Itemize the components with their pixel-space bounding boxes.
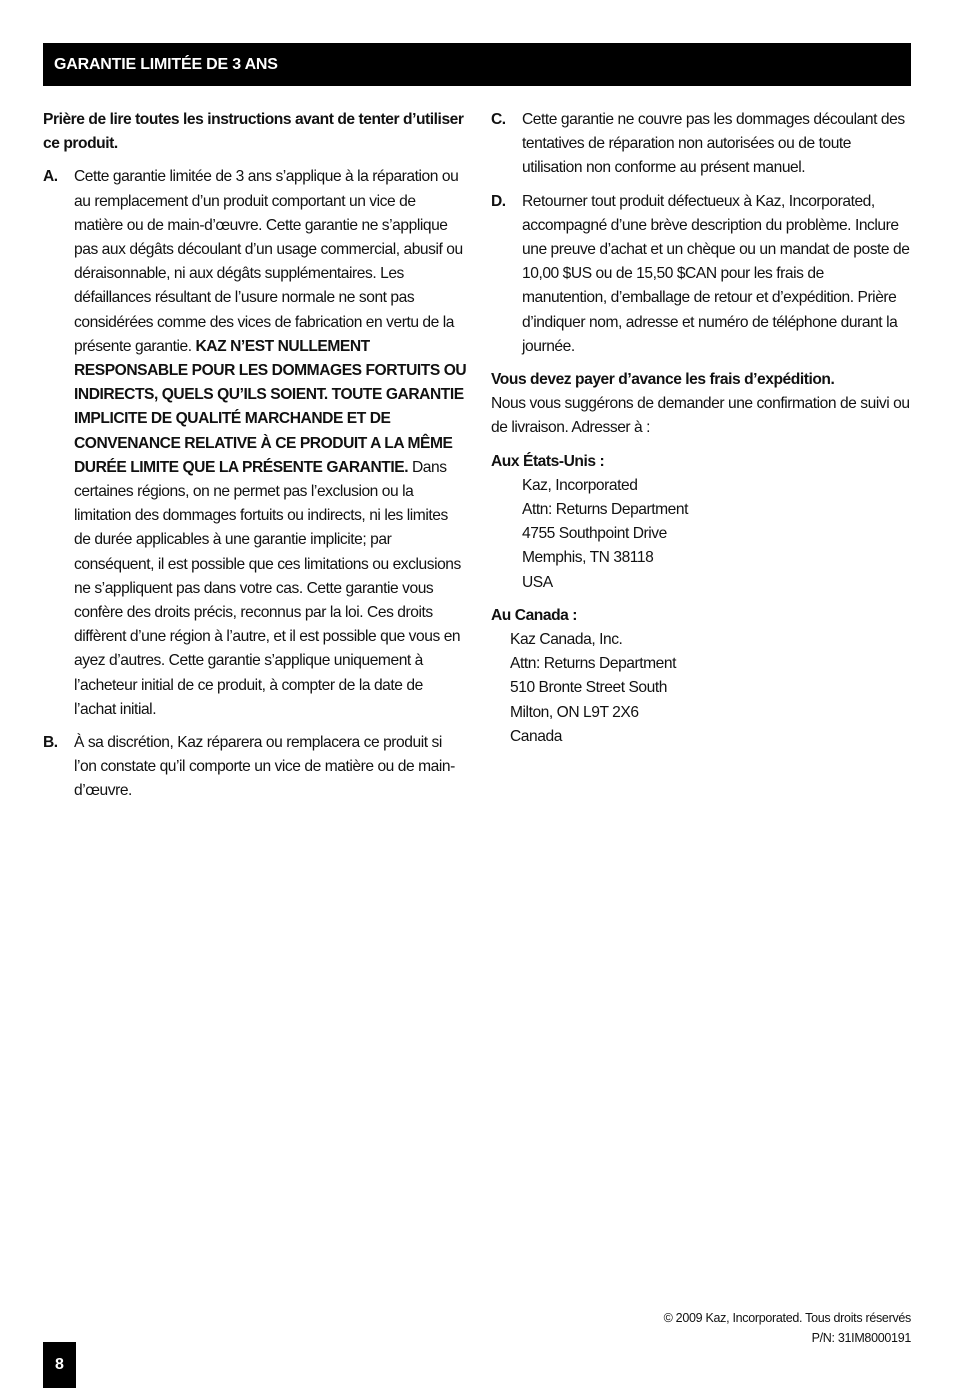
left-column bbox=[43, 108, 468, 813]
address-line: Canada bbox=[510, 727, 562, 745]
shipping-prepay-note: Vous devez payer d’avance les frais d’expédition. bbox=[491, 371, 835, 389]
address-line: Memphis, TN 38118 bbox=[522, 549, 654, 567]
address-line: Attn: Returns Department bbox=[510, 655, 677, 673]
clause-c bbox=[491, 108, 911, 181]
clause-letter: A. bbox=[43, 168, 58, 186]
page-number-label: 8 bbox=[55, 1356, 64, 1373]
usa-address bbox=[522, 474, 911, 595]
clause-a-liability-disclaimer: KAZ N’EST NULLEMENT RESPONSABLE POUR LES DOMMAGES FORTUITS OU INDIRECTS, QUELS QU’ILS SOIENT. TOUTE GARANTIE IMPLICITE DE QUALITÉ MARCHANDE ET DE CONVENANCE RELATIVE À CE PRODUIT A LA MÊME DURÉE LIMITE QUE LA PRÉSENTE GARANTIE. bbox=[74, 337, 467, 476]
usa-address-heading: Aux États-Unis : bbox=[491, 452, 605, 470]
shipping-note bbox=[491, 368, 911, 441]
clause-letter: D. bbox=[491, 192, 506, 210]
address-line: Kaz Canada, Inc. bbox=[510, 631, 623, 649]
clause-letter: B. bbox=[43, 734, 58, 752]
section-header bbox=[43, 43, 911, 86]
shipping-tracking-note: Nous vous suggérons de demander une confirmation de suivi ou de livraison. Adresser à : bbox=[491, 395, 910, 437]
page-footer bbox=[664, 1308, 911, 1348]
clause-a bbox=[43, 165, 468, 722]
address-line: Attn: Returns Department bbox=[522, 501, 689, 519]
clause-a-text bbox=[74, 165, 468, 722]
clause-b bbox=[43, 731, 468, 804]
section-title: GARANTIE LIMITÉE DE 3 ANS bbox=[54, 55, 278, 73]
canada-address bbox=[510, 628, 911, 749]
part-number: P/N: 31IM8000191 bbox=[811, 1331, 911, 1345]
address-line: Milton, ON L9T 2X6 bbox=[510, 703, 639, 721]
copyright-notice: © 2009 Kaz, Incorporated. Tous droits réservés bbox=[663, 1311, 911, 1325]
address-line: 4755 Southpoint Drive bbox=[522, 525, 667, 543]
clause-a-text-part2: Dans certaines régions, on ne permet pas l’exclusion ou la limitation des dommages fortuits ou indirects, ni les limites de durée applicables à une garantie implicite; par conséquent, il est possible que ces limitations ou exclusions ne s’appliquent pas dans votre cas. Cette garantie vous confère des droits précis, reconnus par la loi. Ces droits diffèrent d’une région à l’autre, et il est possible que vous en ayez d’autres. Cette garantie s’applique uniquement à l’acheteur initial de ce produit, à compter de la date de l’achat initial. bbox=[74, 458, 461, 718]
clause-letter: C. bbox=[491, 111, 506, 128]
clause-d bbox=[491, 190, 911, 359]
address-line: 510 Bronte Street South bbox=[510, 679, 667, 697]
canada-address-heading: Au Canada : bbox=[491, 606, 578, 624]
clause-d-text: Retourner tout produit défectueux à Kaz, Incorporated, accompagné d’une brève description du problème. Inclure une preuve d’achat et un chèque ou un mandat de poste de 10,00 $US ou de 15,50 $CAN pour les frais de manutention, d’emballage de retour et d’expédition. Prière d’indiquer nom, adresse et numéro de téléphone durant la journée. bbox=[522, 192, 910, 355]
address-line: Kaz, Incorporated bbox=[522, 476, 638, 494]
address-line: USA bbox=[522, 573, 553, 591]
right-column bbox=[491, 108, 911, 758]
clause-c-text: Cette garantie ne couvre pas les dommages découlant des tentatives de réparation non autorisées ou de toute utilisation non conforme au présent manuel. bbox=[522, 111, 905, 177]
page-number bbox=[43, 1342, 76, 1388]
intro-note: Prière de lire toutes les instructions avant de tenter d’utiliser ce produit. bbox=[43, 111, 464, 153]
clause-a-text-part1: Cette garantie limitée de 3 ans s’applique à la réparation ou au remplacement d’un produit comportant un vice de matière ou de main-d’œuvre. Cette garantie ne s’applique pas aux dégâts découlant d’un usage commercial, abusif ou déraisonnable, ni aux dégâts supplémentaires. Les défaillances résultant de l’usure normale ne sont pas considérées comme des vices de fabrication en vertu de la présente garantie. bbox=[74, 168, 463, 355]
clause-b-text: À sa discrétion, Kaz réparera ou remplacera ce produit si l’on constate qu’il comporte un vice de matière ou de main-d’œuvre. bbox=[74, 734, 455, 800]
